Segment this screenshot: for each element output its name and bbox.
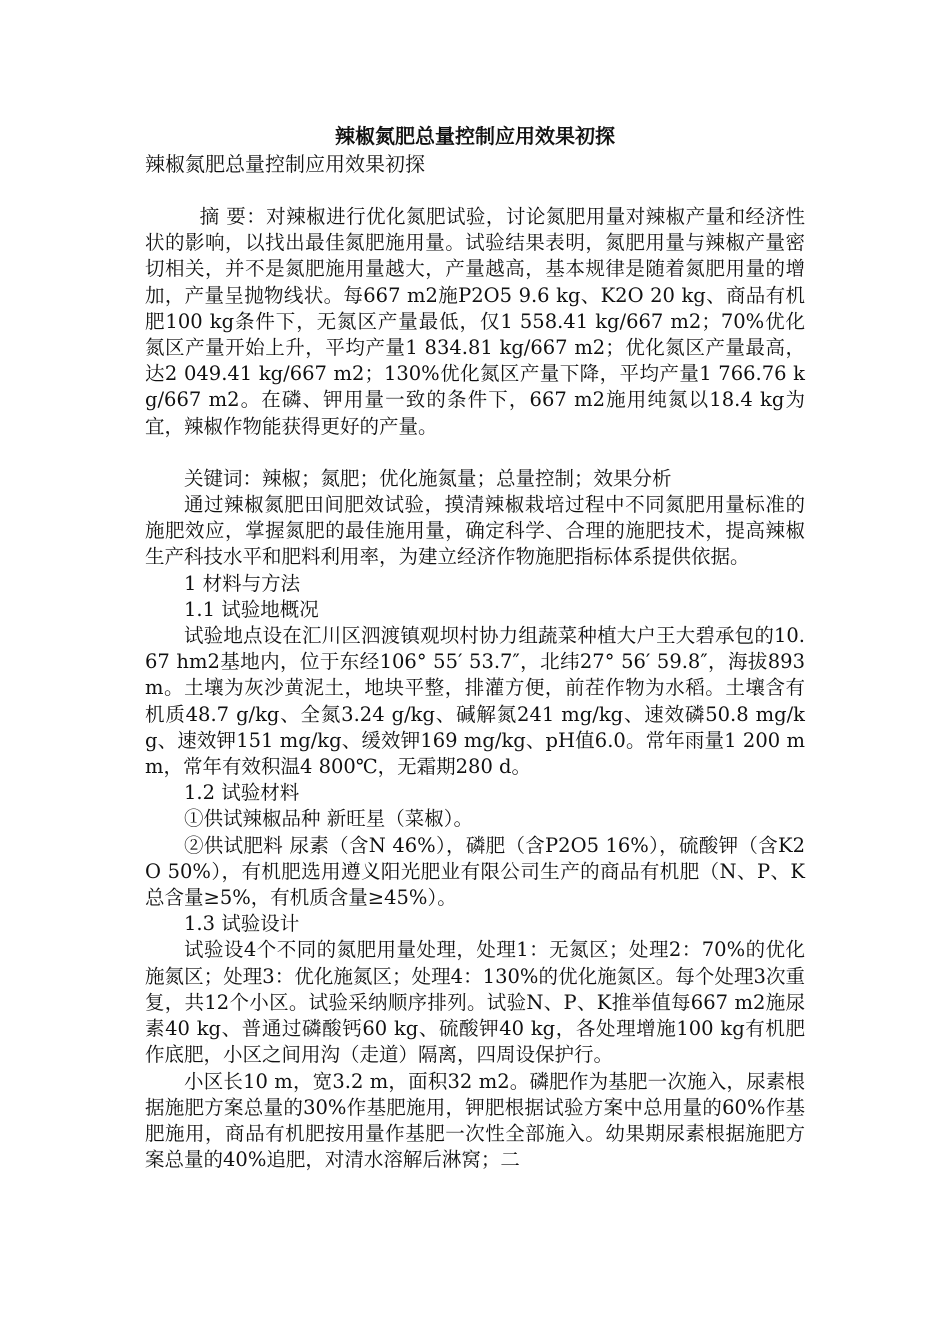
variety-paragraph: ①供试辣椒品种 新旺星（菜椒）。	[184, 807, 473, 831]
section-heading-1-1: 1.1 试验地概况	[184, 597, 319, 621]
section-heading-1-2: 1.2 试验材料	[184, 781, 300, 805]
abstract-paragraph: 摘 要：对辣椒进行优化氮肥试验，讨论氮肥用量对辣椒产量和经济性状的影响，以找出最佳氮肥施用量。试验结果表明，氮肥用量与辣椒产量密切相关，并不是氮肥施用量越大，产量越高，基本规律是随着氮肥用量的增加，产量呈抛物线状。每667 m2施P2O5 9.6 kg、K2O 20 kg、商品有机肥100 kg条件下，无氮区产量最低，仅1 558.41 kg/667 m2；70%优化氮区产量开始上升，平均产量1 834.81 kg/667 m2；优化氮区产量最高，达2 049.41 kg/667 m2；130%优化氮区产量下降，平均产量1 766.76 kg/667 m2。在磷、钾用量一致的条件下，667 m2施用纯氮以18.4 kg为宜，辣椒作物能获得更好的产量。	[145, 205, 805, 438]
section-heading-1: 1 材料与方法	[184, 571, 301, 595]
site-paragraph: 试验地点设在汇川区泗渡镇观坝村协力组蔬菜种植大户王大碧承包的10.67 hm2基地内，位于东经106° 55′ 53.7″，北纬27° 56′ 59.8″，海拔893 m。土壤为灰沙黄泥土，地块平整，排灌方便，前茬作物为水稻。土壤含有机质48.7 g/kg、全氮3.24 g/kg、碱解氮241 mg/kg、速效磷50.8 mg/kg、速效钾151 mg/kg、缓效钾169 mg/kg、pH值6.0。常年雨量1 200 mm，常年有效积温4 800℃，无霜期280 d。	[145, 624, 805, 779]
plot-paragraph: 小区长10 m，宽3.2 m，面积32 m2。磷肥作为基肥一次施入，尿素根据施肥方案总量的30%作基肥施用，钾肥根据试验方案中总用量的60%作基肥施用，商品有机肥按用量作基肥一次性全部施入。幼果期尿素根据施肥方案总量的40%追肥，对清水溶解后淋窝；二	[145, 1069, 805, 1172]
keywords-paragraph: 关键词：辣椒；氮肥；优化施氮量；总量控制；效果分析	[184, 466, 672, 490]
document-subtitle: 辣椒氮肥总量控制应用效果初探	[145, 152, 425, 176]
document-title: 辣椒氮肥总量控制应用效果初探	[335, 124, 615, 148]
blank-line	[145, 440, 805, 466]
section-heading-1-3: 1.3 试验设计	[184, 912, 300, 936]
document-page	[145, 122, 805, 1173]
fertilizer-paragraph: ②供试肥料 尿素（含N 46%），磷肥（含P2O5 16%），硫酸钾（含K2O 50%），有机肥选用遵义阳光肥业有限公司生产的商品有机肥（N、P、K总含量≥5%，有机质含量≥45%）。	[145, 833, 805, 910]
blank-line	[145, 178, 805, 204]
design-paragraph: 试验设4个不同的氮肥用量处理，处理1：无氮区；处理2：70%的优化施氮区；处理3：优化施氮区；处理4：130%的优化施氮区。每个处理3次重复，共12个小区。试验采纳顺序排列。试验N、P、K推举值每667 m2施尿素40 kg、普通过磷酸钙60 kg、硫酸钾40 kg，各处理增施100 kg有机肥作底肥，小区之间用沟（走道）隔离，四周设保护行。	[145, 938, 805, 1067]
intro-paragraph: 通过辣椒氮肥田间肥效试验，摸清辣椒栽培过程中不同氮肥用量标准的施肥效应，掌握氮肥的最佳施用量，确定科学、合理的施肥技术，提高辣椒生产科技水平和肥料利用率，为建立经济作物施肥指标体系提供依据。	[145, 493, 805, 569]
